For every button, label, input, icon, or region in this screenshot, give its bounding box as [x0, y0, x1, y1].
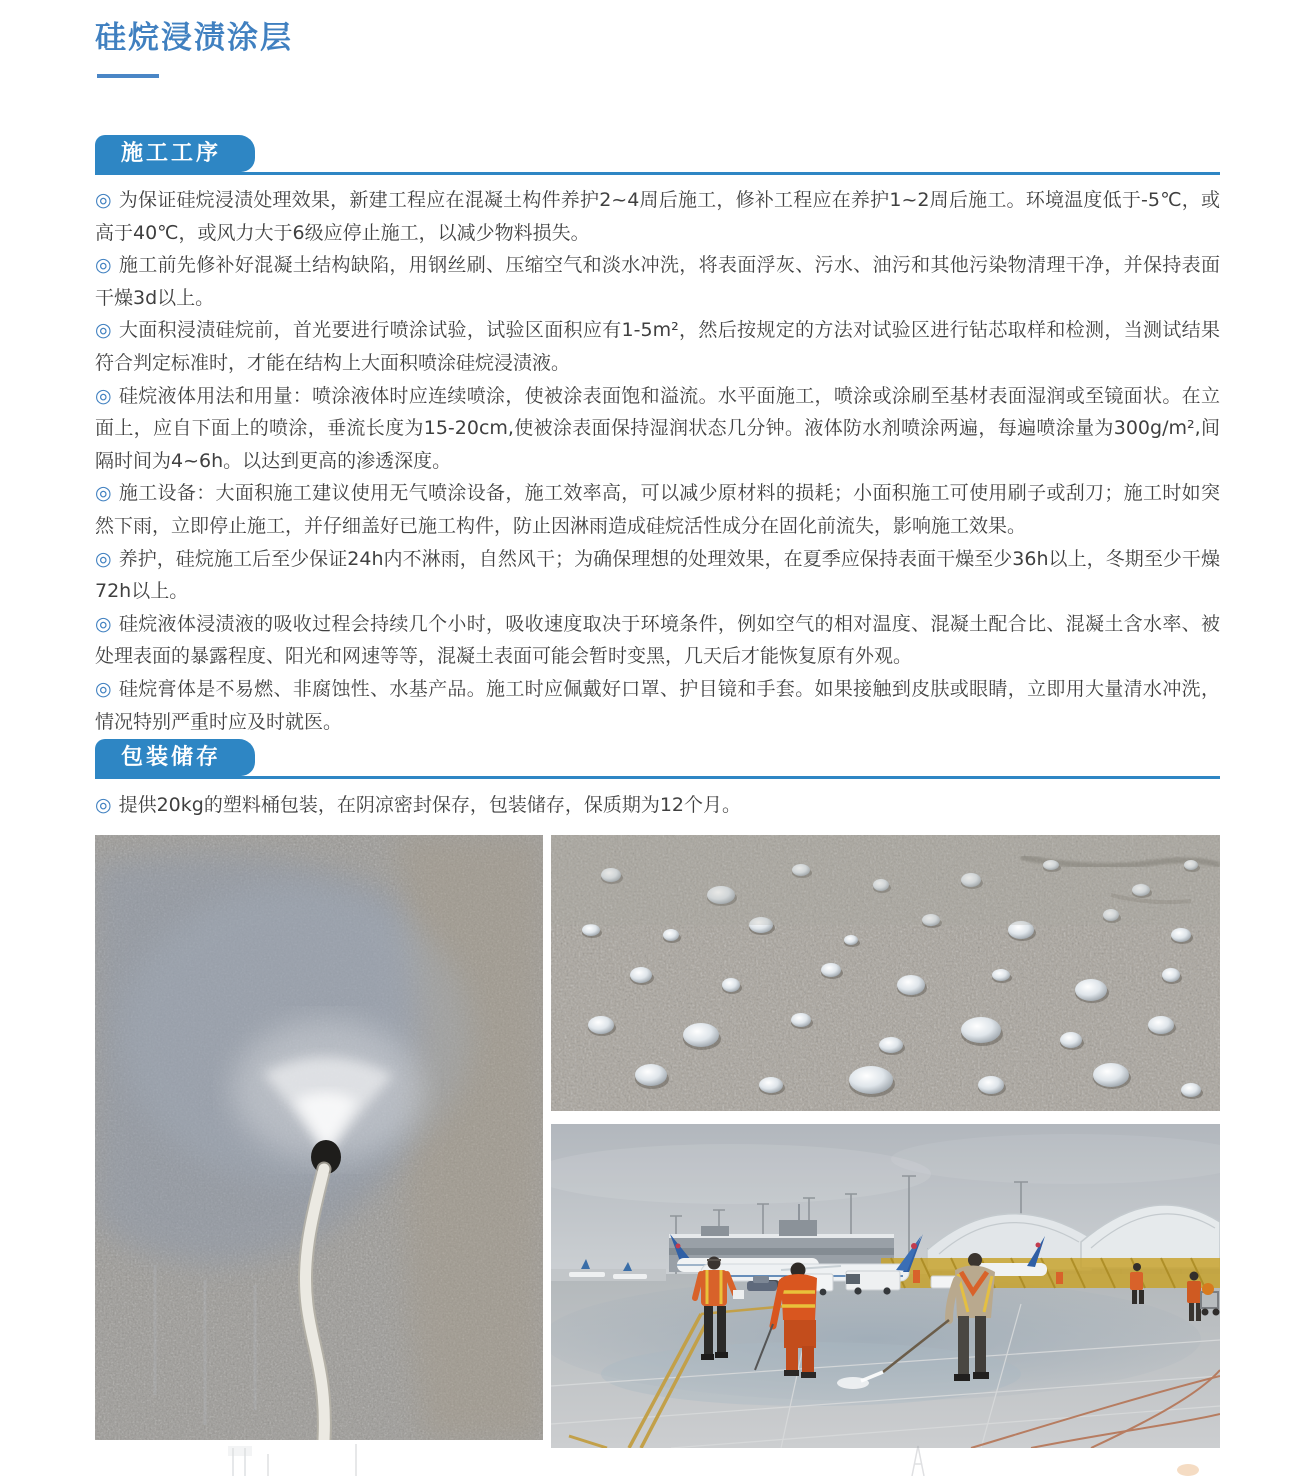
photo-airport-apron	[551, 1124, 1220, 1448]
bullet-paragraph	[95, 673, 1220, 738]
section-tab-label: 包装储存	[95, 739, 255, 776]
section-header-packaging	[95, 739, 1220, 779]
bullet-text: 为保证硅烷浸渍处理效果，新建工程应在混凝土构件养护2~4周后施工，修补工程应在养护1~2周后施工。环境温度低于-5℃，或高于40℃，或风力大于6级应停止施工，以减少物料损失。	[95, 189, 1220, 244]
airport-apron-illustration	[551, 1124, 1220, 1448]
ring-bullet-icon: ◎	[95, 677, 112, 700]
spray-wall-illustration	[95, 835, 543, 1440]
bullet-text: 大面积浸渍硅烷前，首光要进行喷涂试验，试验区面积应有1-5m²，然后按规定的方法对试验区进行钻芯取样和检测，当测试结果符合判定标准时，才能在结构上大面积喷涂硅烷浸渍液。	[95, 319, 1220, 374]
water-beads-illustration	[551, 835, 1220, 1111]
ring-bullet-icon: ◎	[95, 189, 112, 211]
ring-bullet-icon: ◎	[95, 254, 112, 277]
bullet-paragraph	[95, 249, 1220, 314]
distant-aircraft-row	[551, 1269, 666, 1281]
bullet-text: 施工前先修补好混凝土结构缺陷，用钢丝刷、压缩空气和淡水冲洗，将表面浮灰、污水、油污和其他污染物清理干净，并保持表面干燥3d以上。	[95, 254, 1220, 309]
photo-water-beading	[551, 835, 1220, 1111]
bullet-text: 提供20kg的塑料桶包装，在阴凉密封保存，包装储存，保质期为12个月。	[118, 794, 742, 816]
ring-bullet-icon: ◎	[95, 384, 112, 407]
bullet-paragraph	[95, 184, 1220, 249]
ring-bullet-icon: ◎	[95, 547, 112, 570]
bullet-paragraph	[95, 477, 1220, 542]
ring-bullet-icon: ◎	[95, 794, 112, 816]
ring-bullet-icon: ◎	[95, 319, 112, 342]
construction-procedure-text	[95, 184, 1220, 738]
bullet-paragraph	[95, 543, 1220, 608]
section-tab-label: 施工工序	[95, 135, 255, 172]
ring-bullet-icon: ◎	[95, 612, 112, 635]
page-title: 硅烷浸渍涂层	[95, 20, 293, 56]
ring-bullet-icon: ◎	[95, 482, 112, 505]
bullet-text: 硅烷膏体是不易燃、非腐蚀性、水基产品。施工时应佩戴好口罩、护目镜和手套。如果接触到皮肤或眼睛，立即用大量清水冲洗，情况特别严重时应及时就医。	[95, 677, 1220, 733]
packaging-storage-text	[95, 789, 1220, 822]
bullet-paragraph	[95, 789, 1220, 822]
bullet-paragraph	[95, 314, 1220, 379]
section-header-construction	[95, 135, 1220, 175]
bullet-text: 硅烷液体浸渍液的吸收过程会持续几个小时，吸收速度取决于环境条件，例如空气的相对温度、混凝土配合比、混凝土含水率、被处理表面的暴露程度、阳光和网速等等，混凝土表面可能会暂时变黑，几天后才能恢复原有外观。	[95, 612, 1220, 668]
photo-gallery	[95, 835, 1220, 1448]
bullet-paragraph	[95, 380, 1220, 478]
photo-silane-spray-on-wall	[95, 835, 543, 1440]
title-underline	[97, 74, 159, 78]
bullet-text: 硅烷液体用法和用量：喷涂液体时应连续喷涂，使被涂表面饱和溢流。水平面施工，喷涂或涂刷至基材表面湿润或至镜面状。在立面上，应自下面上的喷涂，垂流长度为15-20cm,使被涂表面保持湿润状态几分钟。液体防水剂喷涂两遍，每遍喷涂量为300g/m²,间隔时间为4~6h。以达到更高的渗透深度。	[95, 384, 1220, 472]
bullet-text: 养护，硅烷施工后至少保证24h内不淋雨，自然风干；为确保理想的处理效果，在夏季应保持表面干燥至少36h以上，冬期至少干燥72h以上。	[95, 547, 1220, 603]
bottom-faint-graphics	[0, 1440, 1290, 1476]
bullet-paragraph	[95, 608, 1220, 673]
bullet-text: 施工设备：大面积施工建议使用无气喷涂设备，施工效率高，可以减少原材料的损耗；小面积施工可使用刷子或刮刀；施工时如突然下雨，立即停止施工，并仔细盖好已施工构件，防止因淋雨造成硅烷活性成分在固化前流失，影响施工效果。	[95, 482, 1220, 537]
